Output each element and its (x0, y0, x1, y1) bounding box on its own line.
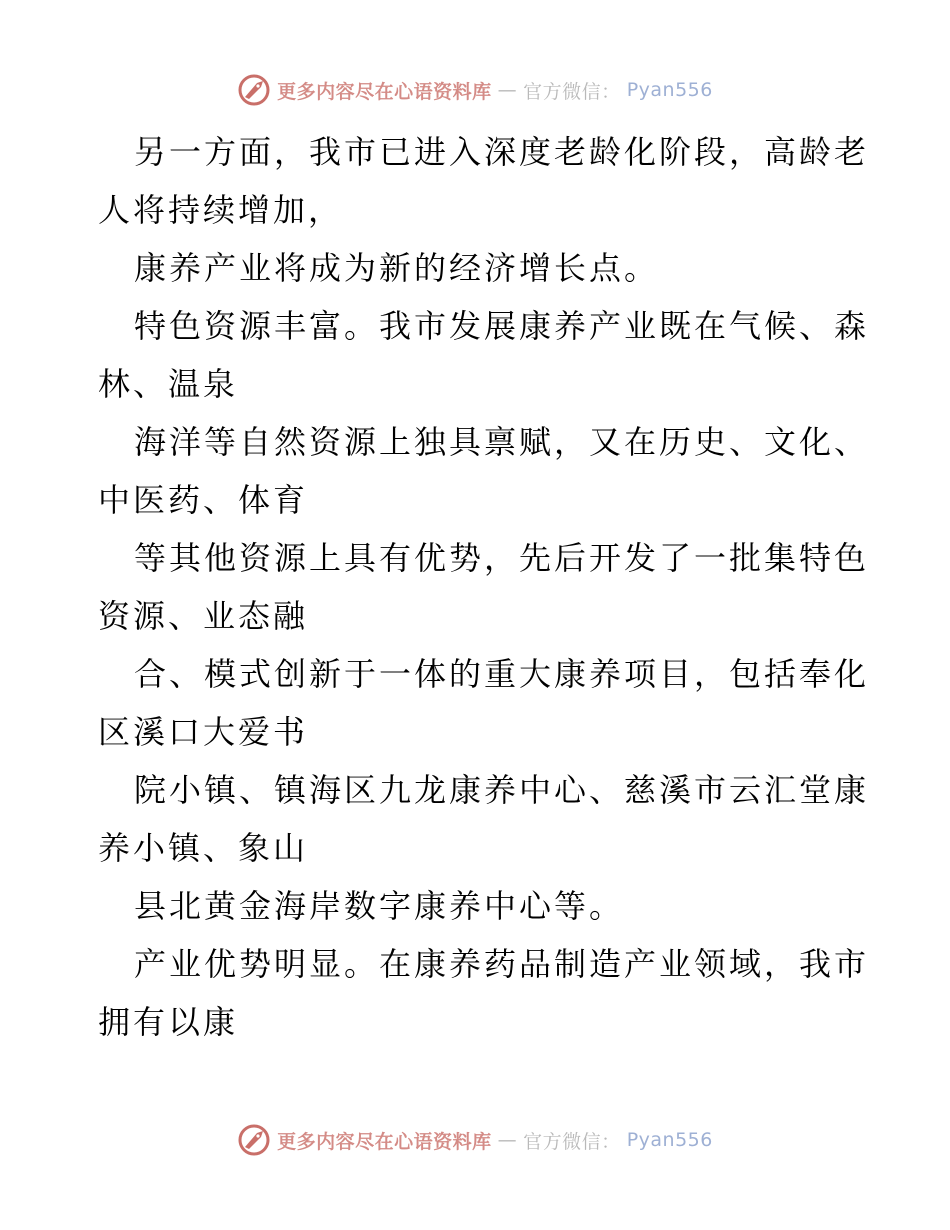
body-line: 康养产业将成为新的经济增长点。 (134, 249, 660, 287)
watermark-handle: Pyan556 (626, 1129, 713, 1151)
watermark-official-label: 官方微信： (523, 1130, 621, 1153)
body-line: 产业优势明显。在康养药品制造产业领域，我市 (134, 945, 870, 983)
body-line: 林、温泉 (98, 365, 239, 403)
body-line: 合、模式创新于一体的重大康养项目，包括奉化 (134, 655, 870, 693)
body-line: 院小镇、镇海区九龙康养中心、慈溪市云汇堂康 (134, 771, 870, 809)
watermark-dash: — (497, 1129, 518, 1151)
header-watermark (0, 70, 950, 110)
body-line: 区溪口大爱书 (98, 713, 309, 751)
body-line: 县北黄金海岸数字康养中心等。 (134, 887, 625, 925)
body-line: 拥有以康 (98, 1003, 239, 1041)
body-line: 等其他资源上具有优势，先后开发了一批集特色 (134, 539, 870, 577)
watermark-official-label: 官方微信： (523, 80, 621, 103)
body-line: 另一方面，我市已进入深度老龄化阶段，高龄老 (134, 133, 870, 171)
body-line: 特色资源丰富。我市发展康养产业既在气候、森 (134, 307, 870, 345)
footer-watermark (0, 1120, 950, 1160)
pen-nib-circle-logo-icon (237, 1123, 271, 1157)
watermark-main-text: 更多内容尽在心语资料库 (277, 80, 492, 103)
body-line: 人将持续增加， (98, 191, 344, 229)
watermark-handle: Pyan556 (626, 79, 713, 101)
document-body (98, 123, 870, 1051)
watermark-main-text: 更多内容尽在心语资料库 (277, 1130, 492, 1153)
body-line: 养小镇、象山 (98, 829, 309, 867)
body-line: 中医药、体育 (98, 481, 309, 519)
body-line: 海洋等自然资源上独具禀赋，又在历史、文化、 (134, 423, 870, 461)
watermark-dash: — (497, 79, 518, 101)
pen-nib-circle-logo-icon (237, 73, 271, 107)
body-line: 资源、业态融 (98, 597, 309, 635)
